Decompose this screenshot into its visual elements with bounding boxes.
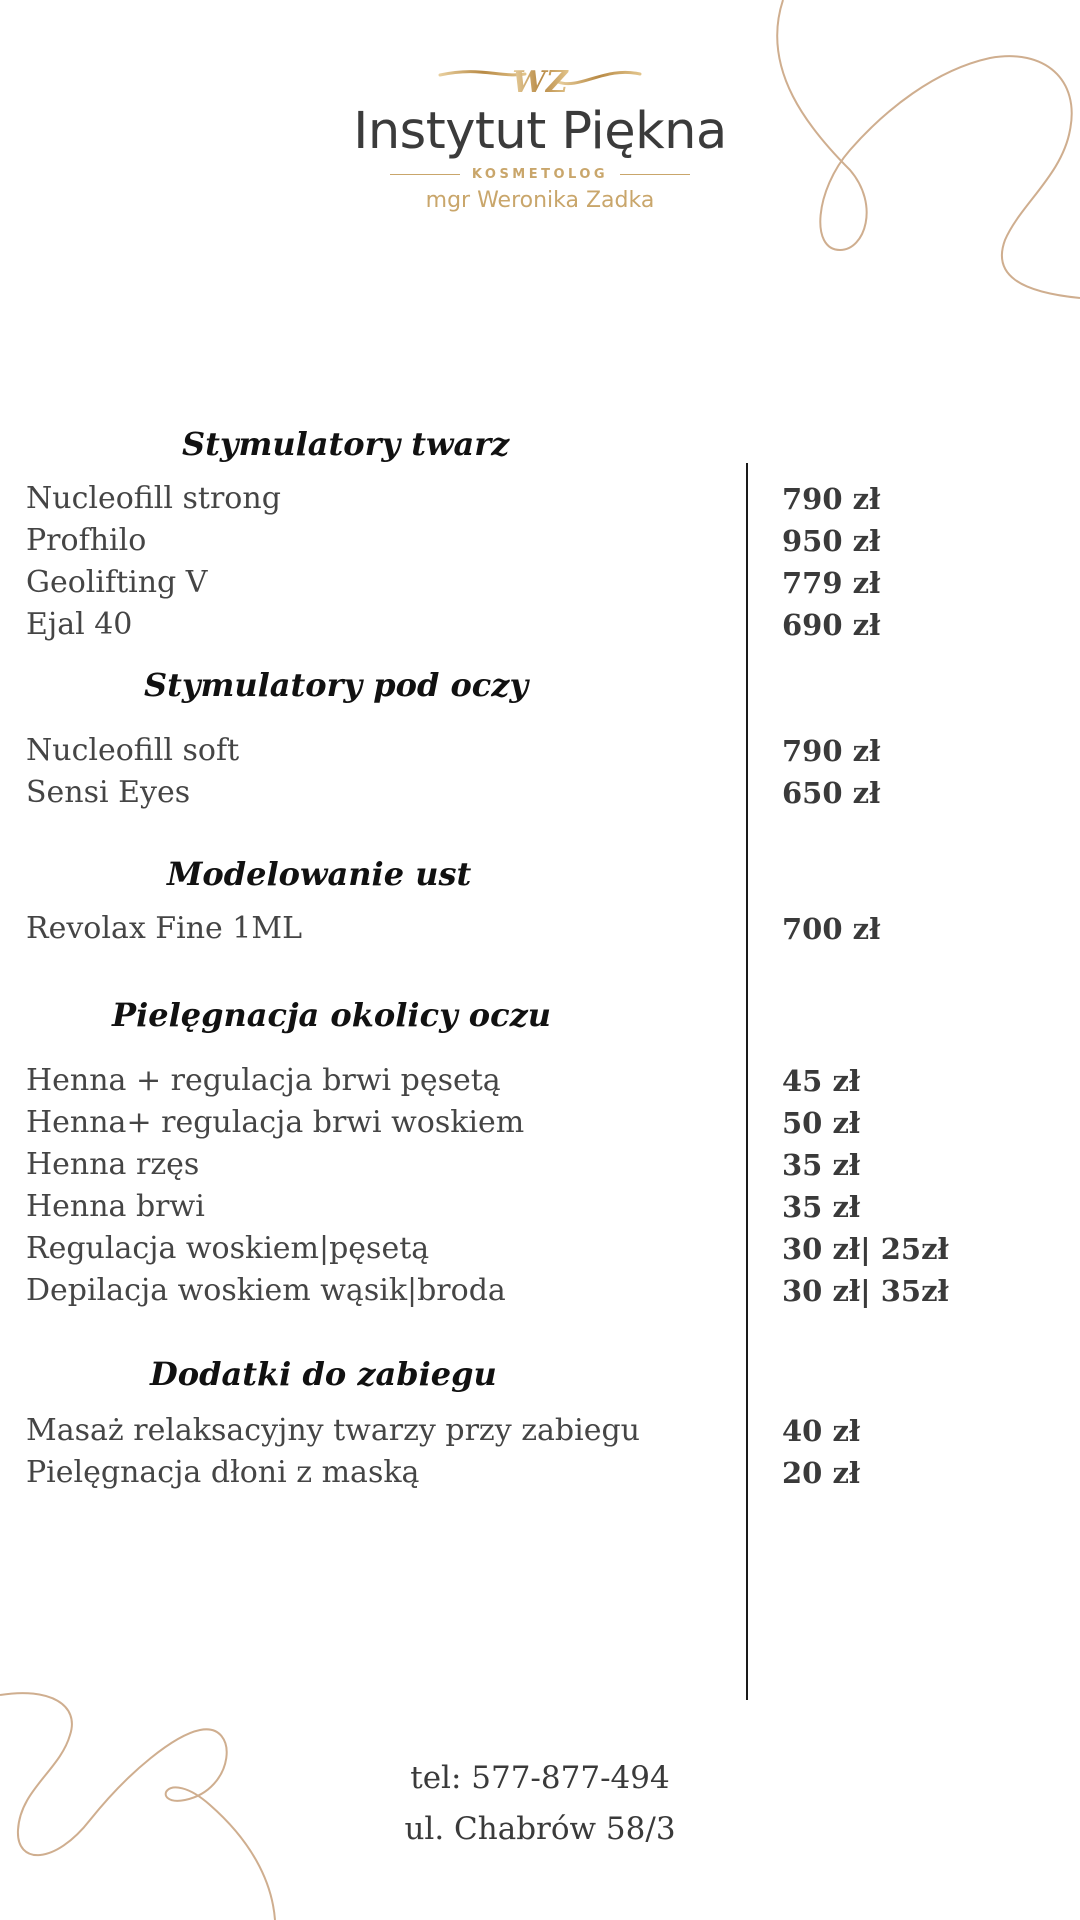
- role-text: KOSMETOLOG: [471, 167, 609, 182]
- brand-owner: mgr Weronika Zadka: [425, 188, 655, 213]
- section-heading: Stymulatory twarz: [182, 425, 510, 463]
- section-heading: Dodatki do zabiegu: [150, 1355, 497, 1393]
- service-name: Henna brwi: [26, 1189, 205, 1224]
- service-name: Henna+ regulacja brwi woskiem: [26, 1105, 525, 1140]
- contact-phone: tel: 577-877-494: [410, 1760, 670, 1796]
- service-name: Revolax Fine 1ML: [26, 911, 303, 946]
- service-price: 50 zł: [782, 1106, 861, 1140]
- service-price: 700 zł: [782, 912, 881, 946]
- service-name: Henna + regulacja brwi pęsetą: [26, 1063, 501, 1098]
- brand-logo: [300, 60, 780, 213]
- service-name: Geolifting V: [26, 565, 208, 600]
- service-name: Henna rzęs: [26, 1147, 200, 1182]
- service-price: 779 zł: [782, 566, 881, 600]
- service-name: Depilacja woskiem wąsik|broda: [26, 1273, 506, 1308]
- role-rule-right: [620, 174, 690, 176]
- service-name: Nucleofill soft: [26, 733, 240, 768]
- contact-address: ul. Chabrów 58/3: [404, 1811, 676, 1847]
- price-column-divider: [746, 463, 748, 1700]
- role-rule-left: [390, 174, 460, 176]
- decorative-swirl-top: [770, 0, 1080, 310]
- section-heading: Stymulatory pod oczy: [144, 666, 529, 704]
- brand-name: Instytut Piękna: [353, 102, 727, 161]
- service-price: 790 zł: [782, 482, 881, 516]
- service-name: Profhilo: [26, 523, 147, 558]
- service-price: 20 zł: [782, 1456, 861, 1490]
- decorative-swirl-bottom: [0, 1690, 290, 1920]
- service-name: Ejal 40: [26, 607, 133, 642]
- service-price: 30 zł| 25zł: [782, 1232, 949, 1266]
- section-heading: Pielęgnacja okolicy oczu: [112, 996, 552, 1034]
- monogram-logo: [430, 60, 650, 104]
- service-price: 35 zł: [782, 1148, 861, 1182]
- service-name: Pielęgnacja dłoni z maską: [26, 1455, 420, 1490]
- service-price: 950 zł: [782, 524, 881, 558]
- service-price: 790 zł: [782, 734, 881, 768]
- service-price: 40 zł: [782, 1414, 861, 1448]
- service-name: Masaż relaksacyjny twarzy przy zabiegu: [26, 1413, 640, 1448]
- service-price: 650 zł: [782, 776, 881, 810]
- service-price: 35 zł: [782, 1190, 861, 1224]
- service-price: 30 zł| 35zł: [782, 1274, 949, 1308]
- service-name: Regulacja woskiem|pęsetą: [26, 1231, 430, 1266]
- service-price: 690 zł: [782, 608, 881, 642]
- service-price: 45 zł: [782, 1064, 861, 1098]
- brand-role: [300, 167, 780, 182]
- service-name: Sensi Eyes: [26, 775, 191, 810]
- service-name: Nucleofill strong: [26, 481, 281, 516]
- section-heading: Modelowanie ust: [167, 855, 472, 893]
- svg-text:WZ: WZ: [512, 65, 568, 100]
